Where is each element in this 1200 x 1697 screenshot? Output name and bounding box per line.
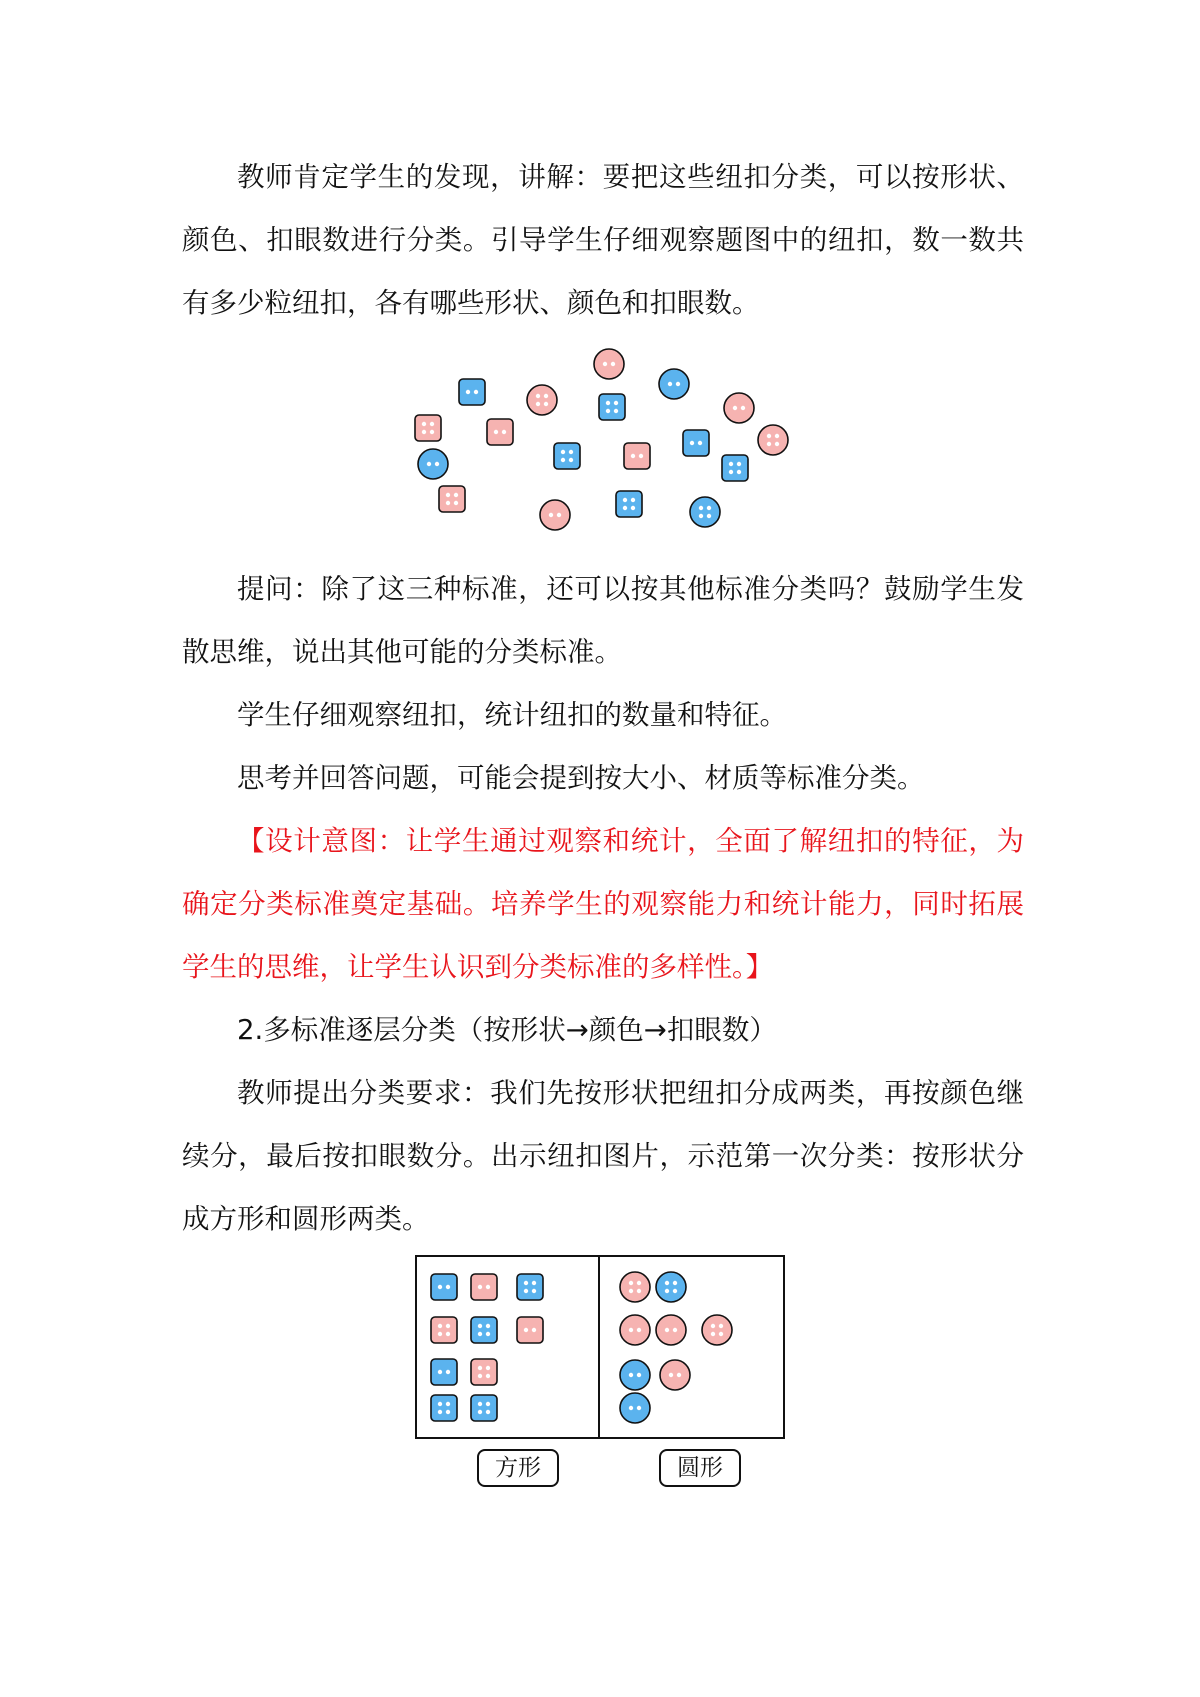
button-hole	[631, 454, 635, 458]
round-button-pink	[660, 1360, 690, 1390]
button-hole	[637, 1328, 641, 1332]
design-intent-paragraph: 【设计意图：让学生通过观察和统计，全面了解纽扣的特征，为确定分类标准奠定基础。培养学生的观察能力和统计能力，同时拓展学生的思维，让学生认识到分类标准的多样性。】	[182, 825, 1024, 983]
round-button-pink	[620, 1315, 650, 1345]
button-hole	[707, 506, 711, 510]
round-button-pink	[758, 425, 788, 455]
button-hole	[422, 430, 426, 434]
button-hole	[707, 514, 711, 518]
button-hole	[631, 498, 635, 502]
section-heading: 2.多标准逐层分类（按形状→颜色→扣眼数）	[237, 1014, 777, 1046]
button-hole	[446, 1332, 450, 1336]
square-button-blue	[431, 1359, 457, 1385]
button-hole	[603, 362, 607, 366]
button-hole	[486, 1374, 490, 1378]
button-hole	[699, 506, 703, 510]
button-hole	[430, 430, 434, 434]
square-button-pink	[471, 1359, 497, 1385]
square-button-blue	[599, 394, 625, 420]
button-hole	[775, 434, 779, 438]
button-hole	[486, 1332, 490, 1336]
button-hole	[676, 382, 680, 386]
button-hole	[494, 430, 498, 434]
square-button-pink	[431, 1317, 457, 1343]
button-hole	[438, 1370, 442, 1374]
square-button-pink	[517, 1317, 543, 1343]
button-hole	[569, 458, 573, 462]
button-hole	[673, 1281, 677, 1285]
button-hole	[446, 1370, 450, 1374]
button-hole	[719, 1332, 723, 1336]
button-hole	[699, 514, 703, 518]
button-hole	[637, 1281, 641, 1285]
button-hole	[639, 454, 643, 458]
button-hole	[606, 401, 610, 405]
button-hole	[629, 1373, 633, 1377]
square-button-blue	[554, 443, 580, 469]
button-hole	[669, 1373, 673, 1377]
paragraph: 思考并回答问题，可能会提到按大小、材质等标准分类。	[237, 762, 925, 794]
button-hole	[767, 434, 771, 438]
button-hole	[438, 1285, 442, 1289]
button-hole	[454, 493, 458, 497]
button-hole	[532, 1281, 536, 1285]
button-hole	[486, 1410, 490, 1414]
round-button-blue	[620, 1360, 650, 1390]
round-button-blue	[659, 369, 689, 399]
round-button-blue	[656, 1272, 686, 1302]
square-button-pink	[624, 443, 650, 469]
square-button-blue	[683, 430, 709, 456]
text-block-top	[182, 146, 1024, 335]
button-hole	[536, 394, 540, 398]
button-hole	[711, 1324, 715, 1328]
button-hole	[532, 1289, 536, 1293]
round-button-blue	[418, 449, 448, 479]
button-hole	[524, 1328, 528, 1332]
button-hole	[544, 402, 548, 406]
square-button-blue	[431, 1395, 457, 1421]
button-hole	[446, 1285, 450, 1289]
button-hole	[478, 1366, 482, 1370]
button-hole	[631, 506, 635, 510]
button-hole	[544, 394, 548, 398]
button-hole	[466, 390, 470, 394]
button-hole	[606, 409, 610, 413]
button-hole	[737, 470, 741, 474]
button-hole	[614, 409, 618, 413]
button-hole	[623, 506, 627, 510]
button-hole	[486, 1366, 490, 1370]
square-button-blue	[459, 379, 485, 405]
button-hole	[446, 501, 450, 505]
button-hole	[454, 501, 458, 505]
round-button-pink	[594, 349, 624, 379]
button-hole	[446, 1324, 450, 1328]
button-hole	[637, 1289, 641, 1293]
button-hole	[549, 513, 553, 517]
button-hole	[561, 450, 565, 454]
button-hole	[478, 1285, 482, 1289]
button-hole	[611, 362, 615, 366]
button-hole	[430, 422, 434, 426]
square-button-pink	[471, 1274, 497, 1300]
buttons-scatter-figure	[400, 340, 820, 550]
button-hole	[557, 513, 561, 517]
button-hole	[478, 1374, 482, 1378]
paragraph: 学生仔细观察纽扣，统计纽扣的数量和特征。	[237, 699, 787, 731]
square-button-blue	[517, 1274, 543, 1300]
paragraph: 提问：除了这三种标准，还可以按其他标准分类吗？鼓励学生发散思维，说出其他可能的分类标准。	[182, 573, 1024, 668]
button-hole	[561, 458, 565, 462]
button-hole	[446, 1410, 450, 1414]
square-button-blue	[471, 1395, 497, 1421]
button-hole	[478, 1402, 482, 1406]
button-hole	[719, 1324, 723, 1328]
round-button-pink	[620, 1272, 650, 1302]
button-hole	[438, 1324, 442, 1328]
button-hole	[474, 390, 478, 394]
button-hole	[637, 1373, 641, 1377]
button-hole	[665, 1289, 669, 1293]
paragraph: 教师肯定学生的发现，讲解：要把这些纽扣分类，可以按形状、颜色、扣眼数进行分类。引导学生仔细观察题图中的纽扣，数一数共有多少粒纽扣，各有哪些形状、颜色和扣眼数。	[182, 161, 1024, 319]
button-hole	[536, 402, 540, 406]
button-hole	[569, 450, 573, 454]
button-hole	[775, 442, 779, 446]
button-hole	[478, 1324, 482, 1328]
button-hole	[623, 498, 627, 502]
button-hole	[446, 493, 450, 497]
button-hole	[486, 1402, 490, 1406]
button-hole	[711, 1332, 715, 1336]
button-hole	[524, 1281, 528, 1285]
button-hole	[438, 1402, 442, 1406]
round-button-pink	[702, 1315, 732, 1345]
button-hole	[438, 1332, 442, 1336]
text-block-bottom	[182, 558, 1024, 1251]
button-hole	[629, 1289, 633, 1293]
button-hole	[486, 1324, 490, 1328]
button-hole	[665, 1328, 669, 1332]
round-button-pink	[656, 1315, 686, 1345]
square-button-pink	[487, 419, 513, 445]
square-button-blue	[616, 491, 642, 517]
round-button-pink	[724, 393, 754, 423]
button-hole	[614, 401, 618, 405]
button-hole	[438, 1410, 442, 1414]
paragraph: 教师提出分类要求：我们先按形状把纽扣分成两类，再按颜色继续分，最后按扣眼数分。出示纽扣图片，示范第一次分类：按形状分成方形和圆形两类。	[182, 1077, 1024, 1235]
button-hole	[673, 1328, 677, 1332]
round-button-blue	[620, 1393, 650, 1423]
button-hole	[478, 1332, 482, 1336]
button-hole	[729, 470, 733, 474]
button-hole	[524, 1289, 528, 1293]
button-hole	[673, 1289, 677, 1293]
square-button-pink	[415, 415, 441, 441]
button-hole	[486, 1285, 490, 1289]
square-button-blue	[722, 455, 748, 481]
circle-category-label: 圆形	[659, 1449, 741, 1487]
button-hole	[502, 430, 506, 434]
button-hole	[478, 1410, 482, 1414]
button-hole	[637, 1406, 641, 1410]
button-hole	[629, 1406, 633, 1410]
round-button-blue	[690, 497, 720, 527]
button-hole	[629, 1328, 633, 1332]
button-hole	[737, 462, 741, 466]
button-hole	[668, 382, 672, 386]
button-hole	[665, 1281, 669, 1285]
square-button-blue	[471, 1317, 497, 1343]
button-hole	[446, 1402, 450, 1406]
button-hole	[767, 442, 771, 446]
square-button-pink	[439, 486, 465, 512]
button-hole	[677, 1373, 681, 1377]
button-hole	[741, 406, 745, 410]
round-button-pink	[527, 385, 557, 415]
button-hole	[690, 441, 694, 445]
button-hole	[435, 462, 439, 466]
button-hole	[422, 422, 426, 426]
button-hole	[729, 462, 733, 466]
square-category-label: 方形	[477, 1449, 559, 1487]
round-button-pink	[540, 500, 570, 530]
button-hole	[733, 406, 737, 410]
button-hole	[629, 1281, 633, 1285]
button-hole	[532, 1328, 536, 1332]
button-hole	[427, 462, 431, 466]
square-button-blue	[431, 1274, 457, 1300]
button-hole	[698, 441, 702, 445]
